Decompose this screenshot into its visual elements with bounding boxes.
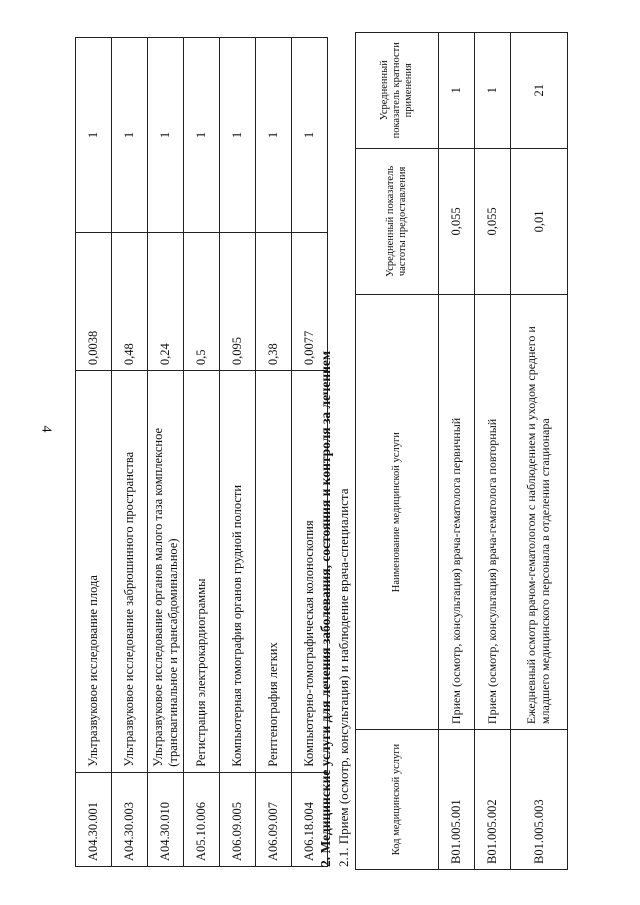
frequency-value: 0,0038: [76, 233, 112, 371]
frequency-value: 0,24: [148, 233, 184, 371]
diagnostics-table: [75, 37, 328, 867]
frequency-value: 0,01: [511, 148, 568, 295]
multiplicity-value: 1: [439, 33, 475, 149]
service-name: Ультразвуковое исследование плода: [76, 371, 112, 773]
service-code: A06.09.005: [220, 772, 256, 866]
specialist-consultation-table: [355, 32, 568, 870]
service-name: Ультразвуковое исследование забрюшинного пространства: [112, 371, 148, 773]
section-title: 2. Медицинские услуги для лечения заболевания, состояния и контроля за лечением: [318, 350, 333, 867]
table-header-row: [356, 33, 439, 870]
multiplicity-value: 1: [184, 38, 220, 233]
table-row: [112, 38, 148, 867]
service-name: Компьютерно-томографическая колоноскопия: [292, 371, 328, 773]
table-row: [475, 33, 511, 870]
service-name: Ежедневный осмотр врачом-гематологом с наблюдением и уходом среднего и младшего медицинского персонала в отделении стационара: [511, 295, 568, 730]
table-row: [148, 38, 184, 867]
frequency-value: 0,48: [112, 233, 148, 371]
service-code: B01.005.001: [439, 730, 475, 870]
frequency-value: 0,055: [439, 148, 475, 295]
table-row: [439, 33, 475, 870]
frequency-value: 0,055: [475, 148, 511, 295]
service-code: A06.09.007: [256, 772, 292, 866]
table-row: [220, 38, 256, 867]
multiplicity-value: 1: [148, 38, 184, 233]
service-name: Рентгенография легких: [256, 371, 292, 773]
multiplicity-value: 1: [475, 33, 511, 149]
service-name: Компьютерная томография органов грудной полости: [220, 371, 256, 773]
multiplicity-value: 1: [292, 38, 328, 233]
table-row: [256, 38, 292, 867]
service-code: A06.18.004: [292, 772, 328, 866]
service-code: A04.30.010: [148, 772, 184, 866]
page-number: 4: [38, 425, 54, 433]
multiplicity-value: 21: [511, 33, 568, 149]
frequency-value: 0,38: [256, 233, 292, 371]
multiplicity-value: 1: [256, 38, 292, 233]
header-code: Код медицинской услуги: [356, 730, 439, 870]
service-name: Ультразвуковое исследование органов малого таза комплексное (трансвагинальное и трансабдоминальное): [148, 371, 184, 773]
service-code: B01.005.002: [475, 730, 511, 870]
header-name: Наименование медицинской услуги: [356, 295, 439, 730]
multiplicity-value: 1: [76, 38, 112, 233]
frequency-value: 0,5: [184, 233, 220, 371]
header-multiplicity: Усредненный показатель кратности применения: [356, 33, 439, 149]
multiplicity-value: 1: [220, 38, 256, 233]
service-name: Прием (осмотр, консультация) врача-гематолога первичный: [439, 295, 475, 730]
header-frequency: Усредненный показатель частоты предоставления: [356, 148, 439, 295]
service-code: A04.30.001: [76, 772, 112, 866]
frequency-value: 0,095: [220, 233, 256, 371]
table-row: [184, 38, 220, 867]
service-code: A05.10.006: [184, 772, 220, 866]
subsection-title: 2.1. Прием (осмотр, консультация) и наблюдение врача-специалиста: [336, 488, 351, 867]
multiplicity-value: 1: [112, 38, 148, 233]
table-row: [76, 38, 112, 867]
service-name: Прием (осмотр, консультация) врача-гематолога повторный: [475, 295, 511, 730]
service-code: A04.30.003: [112, 772, 148, 866]
table-row: [511, 33, 568, 870]
service-name: Регистрация электрокардиограммы: [184, 371, 220, 773]
frequency-value: 0,0077: [292, 233, 328, 371]
service-code: B01.005.003: [511, 730, 568, 870]
